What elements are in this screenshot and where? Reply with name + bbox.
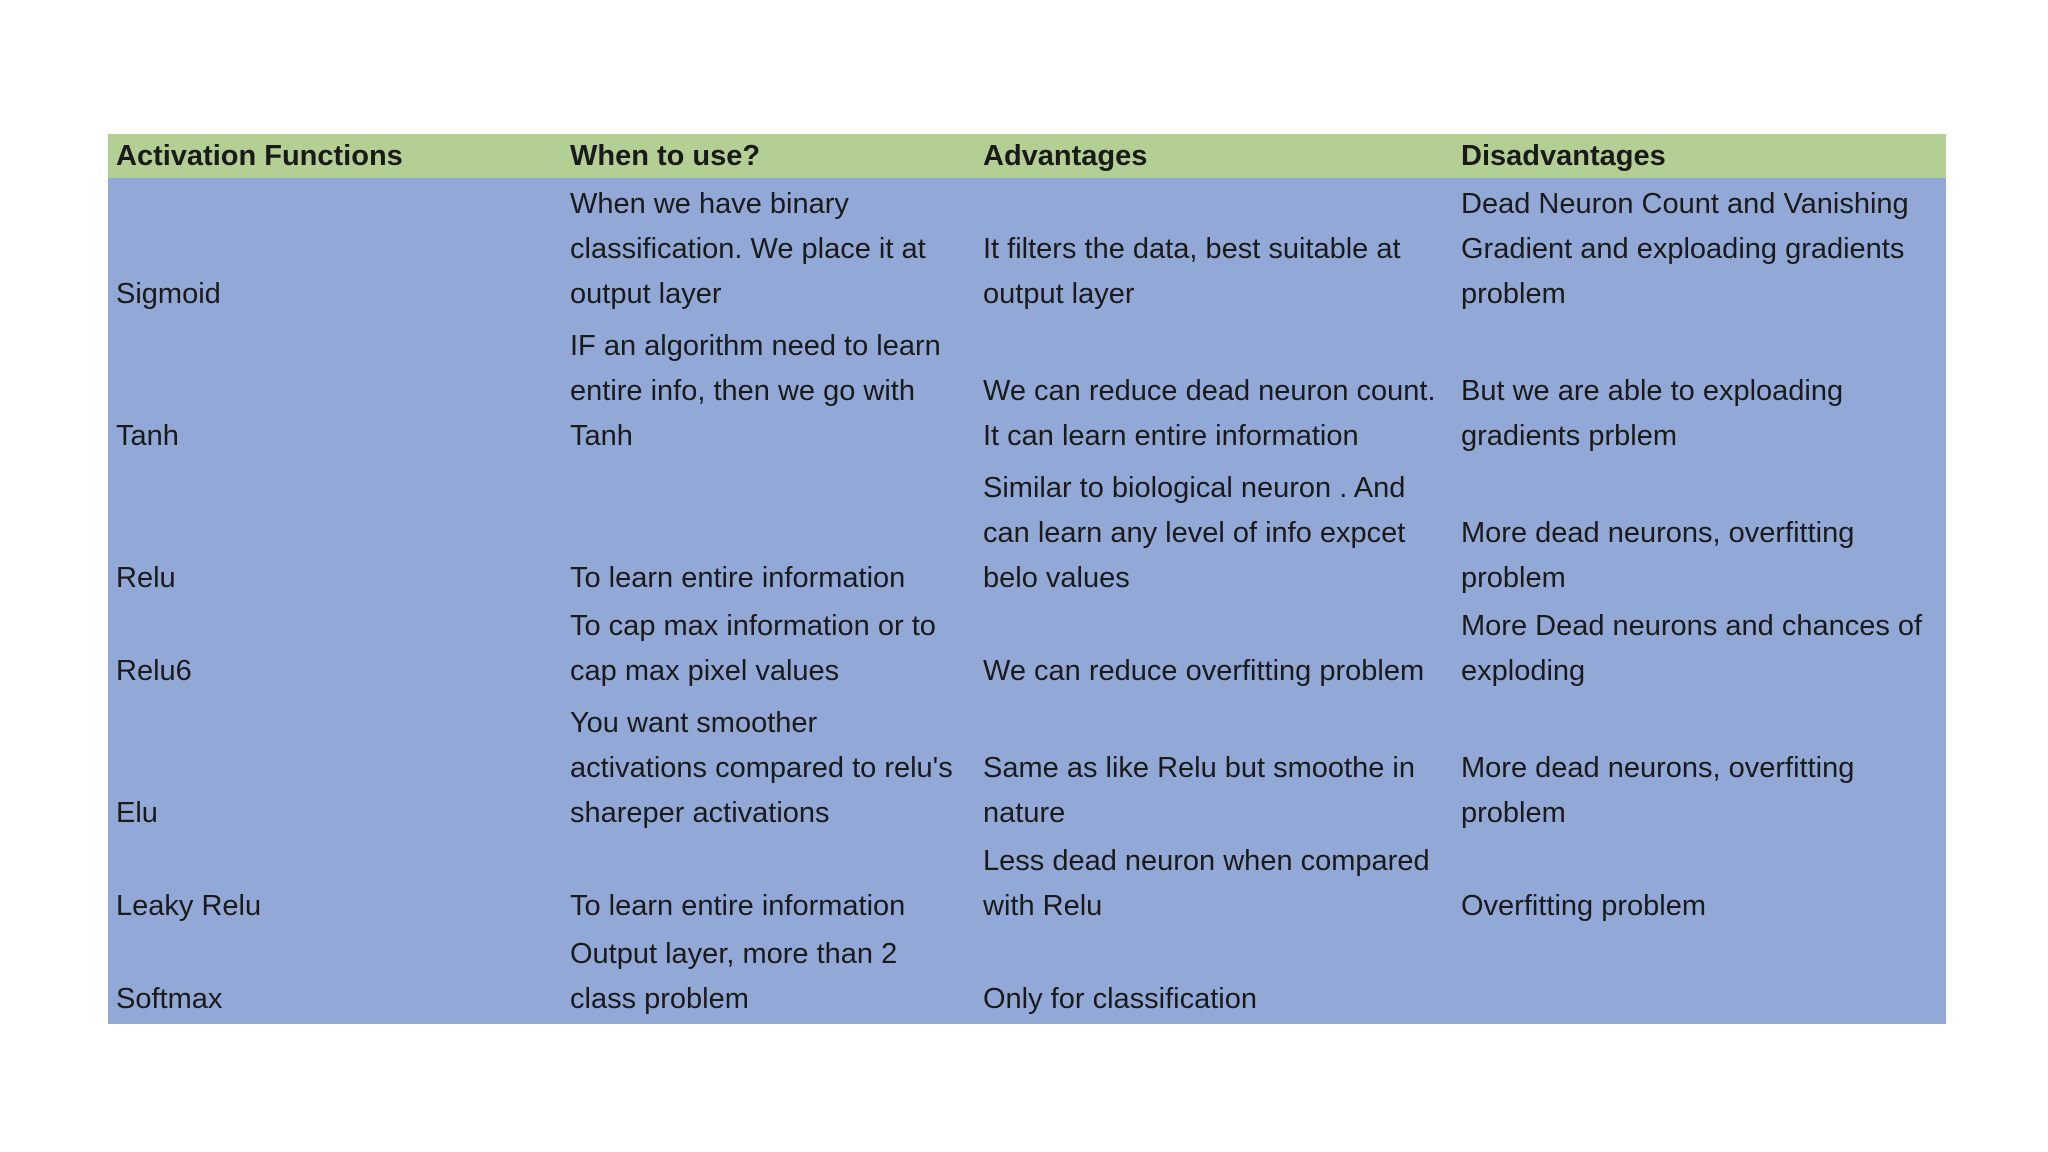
- when-line: When we have binary: [570, 188, 849, 220]
- table-row-elu: [108, 696, 1946, 838]
- advantages-cell: [975, 649, 1453, 696]
- function-name: Tanh: [116, 420, 179, 452]
- advantages-cell: [975, 839, 1453, 931]
- advantages-cell: [975, 369, 1453, 461]
- advantage-line: We can reduce overfitting problem: [983, 655, 1425, 687]
- disadvantage-line: Gradient and exploading gradients: [1461, 233, 1905, 265]
- when-to-use-cell: [562, 884, 975, 931]
- function-name: Leaky Relu: [116, 890, 262, 922]
- disadvantage-line: problem: [1461, 278, 1566, 310]
- function-name: Relu: [116, 562, 176, 594]
- advantage-line: with Relu: [983, 890, 1103, 922]
- disadvantages-cell: [1453, 746, 1946, 838]
- advantages-cell: [975, 977, 1453, 1024]
- advantage-line: Similar to biological neuron . And: [983, 472, 1406, 504]
- header-when-to-use: When to use?: [570, 140, 761, 172]
- disadvantages-cell: [1453, 182, 1946, 319]
- disadvantages-cell: [1453, 884, 1946, 931]
- disadvantage-line: Dead Neuron Count and Vanishing: [1461, 188, 1909, 220]
- when-line: Output layer, more than 2: [570, 938, 898, 970]
- advantage-line: Same as like Relu but smoothe in: [983, 752, 1415, 784]
- table-row-tanh: [108, 319, 1946, 461]
- disadvantage-line: But we are able to exploading: [1461, 375, 1844, 407]
- advantage-line: It filters the data, best suitable at: [983, 233, 1401, 265]
- disadvantages-cell: [1453, 511, 1946, 603]
- when-line: To learn entire information: [570, 890, 906, 922]
- advantage-line: We can reduce dead neuron count.: [983, 375, 1436, 407]
- when-to-use-cell: [562, 556, 975, 603]
- when-line: To cap max information or to: [570, 610, 936, 642]
- disadvantage-line: More dead neurons, overfitting: [1461, 752, 1855, 784]
- when-to-use-cell: [562, 182, 975, 319]
- when-line: classification. We place it at: [570, 233, 926, 265]
- function-name: Elu: [116, 797, 158, 829]
- table-row-relu6: [108, 603, 1946, 696]
- when-to-use-cell: [562, 932, 975, 1024]
- table-row-sigmoid: [108, 178, 1946, 319]
- when-line: shareper activations: [570, 797, 830, 829]
- header-activation-functions: Activation Functions: [116, 140, 403, 172]
- disadvantage-line: problem: [1461, 562, 1566, 594]
- when-line: Tanh: [570, 420, 633, 452]
- when-line: cap max pixel values: [570, 655, 840, 687]
- advantage-line: Less dead neuron when compared: [983, 845, 1430, 877]
- table-row-leaky-relu: [108, 838, 1946, 931]
- when-line: You want smoother: [570, 707, 818, 739]
- advantage-line: output layer: [983, 278, 1135, 310]
- disadvantages-cell: [1453, 369, 1946, 461]
- disadvantage-line: exploding: [1461, 655, 1586, 687]
- table-row-relu: [108, 461, 1946, 603]
- disadvantage-line: problem: [1461, 797, 1566, 829]
- advantage-line: can learn any level of info expcet: [983, 517, 1406, 549]
- disadvantage-line: More dead neurons, overfitting: [1461, 517, 1855, 549]
- when-to-use-cell: [562, 324, 975, 461]
- when-to-use-cell: [562, 701, 975, 838]
- advantage-line: nature: [983, 797, 1066, 829]
- when-line: class problem: [570, 983, 749, 1015]
- disadvantages-cell: [1453, 604, 1946, 696]
- header-advantages: Advantages: [983, 140, 1148, 172]
- when-line: activations compared to relu's: [570, 752, 953, 784]
- table-header-row: [108, 134, 1946, 178]
- header-disadvantages: Disadvantages: [1461, 140, 1666, 172]
- advantage-line: It can learn entire information: [983, 420, 1359, 452]
- disadvantage-line: More Dead neurons and chances of: [1461, 610, 1923, 642]
- disadvantages-cell: [1453, 1022, 1946, 1024]
- when-line: output layer: [570, 278, 722, 310]
- table-row-softmax: [108, 931, 1946, 1024]
- advantage-line: Only for classification: [983, 983, 1257, 1015]
- advantages-cell: [975, 227, 1453, 319]
- activation-functions-table: [108, 134, 1946, 1024]
- advantages-cell: [975, 466, 1453, 603]
- when-line: IF an algorithm need to learn: [570, 330, 941, 362]
- when-to-use-cell: [562, 604, 975, 696]
- advantage-line: belo values: [983, 562, 1130, 594]
- when-line: To learn entire information: [570, 562, 906, 594]
- when-line: entire info, then we go with: [570, 375, 915, 407]
- disadvantage-line: gradients prblem: [1461, 420, 1677, 452]
- function-name: Relu6: [116, 655, 192, 687]
- function-name: Softmax: [116, 983, 223, 1015]
- advantages-cell: [975, 746, 1453, 838]
- disadvantage-line: Overfitting problem: [1461, 890, 1706, 922]
- function-name: Sigmoid: [116, 278, 221, 310]
